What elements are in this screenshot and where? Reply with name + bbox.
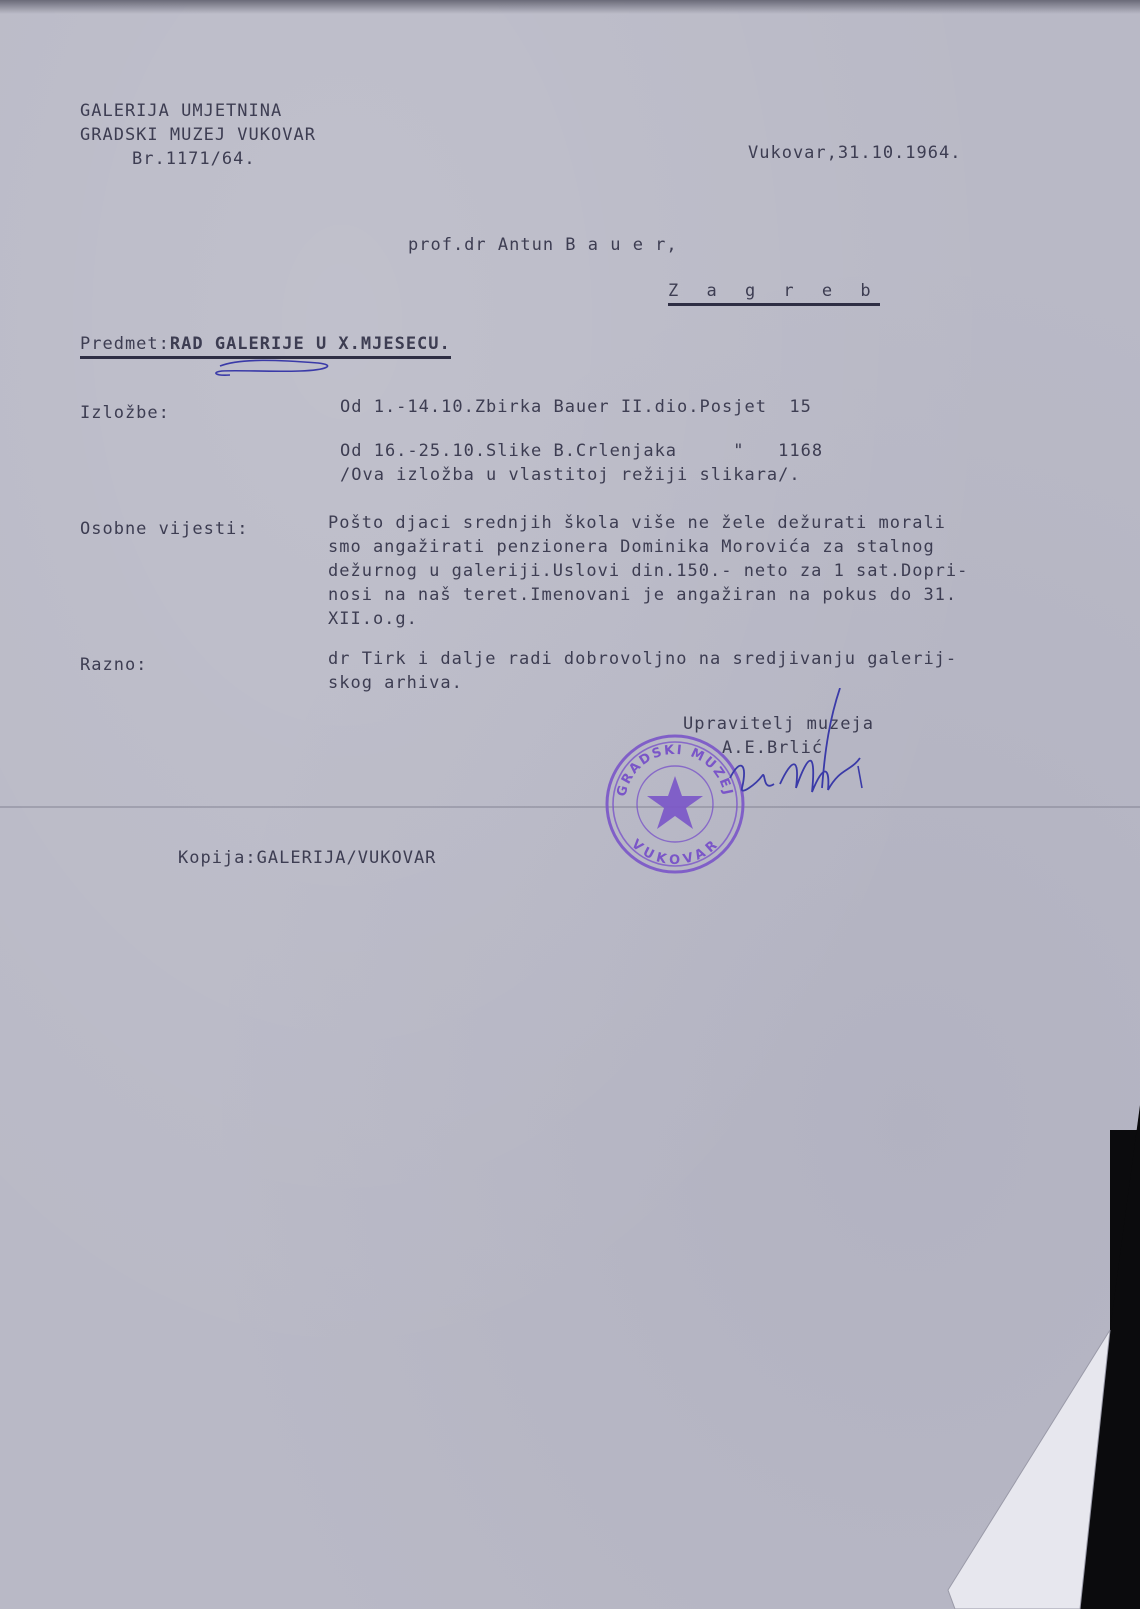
stamp-bottom-text: VUKOVAR: [628, 836, 722, 869]
izlozbe-line3: /Ova izložba u vlastitoj režiji slikara/.: [340, 465, 801, 485]
izlozbe-line1: Od 1.-14.10.Zbirka Bauer II.dio.Posjet 15: [340, 397, 812, 417]
razno-label: Razno:: [80, 655, 148, 675]
izlozbe-label: Izložbe:: [80, 403, 170, 423]
signature-name: A.E.Brlić: [722, 738, 824, 758]
reference-number: Br.1171/64.: [132, 149, 256, 169]
institution-line1: GALERIJA UMJETNINA: [80, 101, 283, 121]
subject-label: Predmet:: [80, 334, 170, 354]
osobne-line: XII.o.g.: [328, 609, 418, 629]
copy-label: Kopija:: [178, 848, 257, 868]
osobne-line: smo angažirati penzionera Dominika Morovića za stalnog: [328, 537, 935, 557]
institution-line2: GRADSKI MUZEJ VUKOVAR: [80, 125, 316, 145]
razno-line: skog arhiva.: [328, 673, 463, 693]
izlozbe-line2: Od 16.-25.10.Slike B.Crlenjaka " 1168: [340, 441, 824, 461]
osobne-label: Osobne vijesti:: [80, 519, 249, 539]
osobne-line: nosi na naš teret.Imenovani je angažiran na pokus do 31.: [328, 585, 958, 605]
recipient-name: prof.dr Antun B a u e r,: [408, 235, 678, 255]
osobne-line: dežurnog u galeriji.Uslovi din.150.- neto za 1 sat.Dopri-: [328, 561, 969, 581]
subject-text: RAD GALERIJE U X.MJESECU.: [169, 334, 451, 354]
razno-line: dr Tirk i dalje radi dobrovoljno na sredjivanju galerij-: [328, 649, 958, 669]
osobne-line: Pošto djaci srednjih škola više ne žele dežurati morali: [328, 513, 946, 533]
signature-title: Upravitelj muzeja: [683, 714, 874, 734]
recipient-city: Z a g r e b: [668, 283, 880, 306]
place-date: Vukovar,31.10.1964.: [748, 143, 962, 163]
stamp-top-text: GRADSKI MUZEJ: [614, 742, 736, 799]
copy-text: GALERIJA/VUKOVAR: [256, 848, 437, 868]
